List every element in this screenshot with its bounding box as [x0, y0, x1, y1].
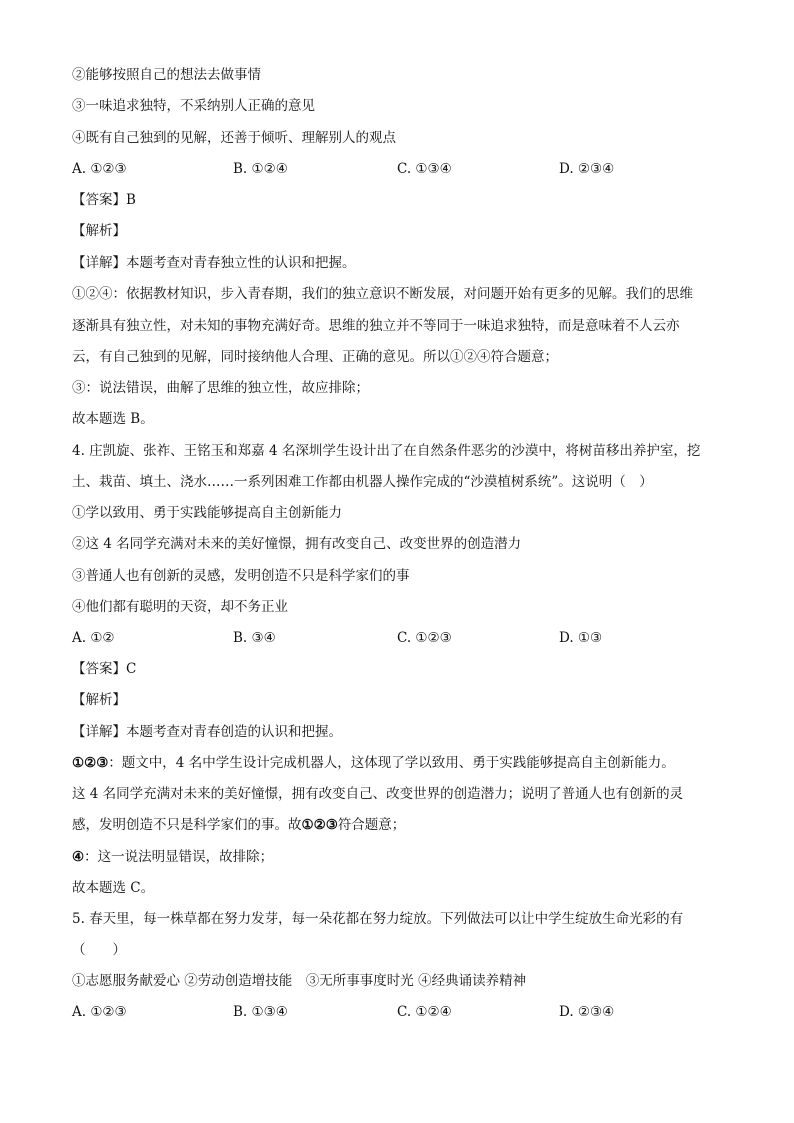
q4-explanation-line-3 [72, 815, 724, 835]
q3-option-c: C. ①③④ [397, 161, 452, 177]
q4-explanation-1-items: ①②③ [72, 755, 109, 771]
q4-explanation-3-post: 符合题意； [337, 817, 406, 833]
q4-option-b: B. ③④ [233, 630, 276, 646]
q3-explanation-line-3: 云，有自己独到的见解，同时接纳他人合理、正确的意见。所以①②④符合题意； [72, 349, 558, 365]
q5-option-a: A. ①②③ [72, 1004, 127, 1020]
q4-explanation-4-text: ：这一说法明显错误，故排除； [84, 849, 274, 865]
q3-explanation-line-1: ①②④：依据教材知识，步入青春期，我们的独立意识不断发展，对问题开始有更多的见解。我们的思维 [72, 286, 693, 302]
q3-explanation-line-4: ③：说法错误，曲解了思维的独立性，故应排除； [72, 380, 369, 396]
q5-stem-line-2: （ ） [72, 942, 126, 958]
q4-conclusion: 故本题选 C。 [72, 880, 155, 896]
q3-detail: 【详解】本题考查对青春独立性的认识和把握。 [72, 255, 356, 271]
q3-option-d: D. ②③④ [559, 161, 615, 177]
q5-options [72, 1002, 724, 1022]
q5-option-d: D. ②③④ [559, 1004, 615, 1020]
q4-explanation-1-text: ：题文中，4 名中学生设计完成机器人，这体现了学以致用、勇于实践能够提高自主创新能力。 [108, 755, 675, 771]
q3-analysis-label: 【解析】 [72, 223, 126, 239]
q3-explanation-line-2: 逐渐具有独立性，对未知的事物充满好奇。思维的独立并不等同于一味追求独特，而是意味着不人云亦 [72, 318, 680, 334]
q3-option-a: A. ①②③ [72, 161, 127, 177]
q4-detail: 【详解】本题考查对青春创造的认识和把握。 [72, 724, 342, 740]
q4-option-d: D. ①③ [559, 630, 603, 646]
q4-item-1: ①学以致用、勇于实践能够提高自主创新能力 [72, 505, 342, 521]
q4-analysis-label: 【解析】 [72, 692, 126, 708]
q3-item-2: ②能够按照自己的想法去做事情 [72, 67, 261, 83]
q5-items: ①志愿服务献爱心 ②劳动创造增技能 ③无所事事度时光 ④经典诵读养精神 [72, 973, 527, 989]
q4-explanation-line-4 [72, 847, 724, 867]
q4-options [72, 628, 724, 648]
q3-option-b: B. ①②④ [233, 161, 288, 177]
q3-options [72, 159, 724, 179]
q3-answer: 【答案】B [72, 192, 136, 208]
q4-stem-line-2: 土、栽苗、填土、浇水……一系列困难工作都由机器人操作完成的“沙漠植树系统”。这说明（ ） [72, 474, 653, 490]
q4-option-a: A. ①② [72, 630, 115, 646]
q4-item-3: ③普通人也有创新的灵感，发明创造不只是科学家们的事 [72, 568, 410, 584]
q4-explanation-3-pre: 感，发明创造不只是科学家们的事。故 [72, 817, 302, 833]
q3-item-4: ④既有自己独到的见解，还善于倾听、理解别人的观点 [72, 130, 396, 146]
q5-option-c: C. ①②④ [397, 1004, 452, 1020]
q5-stem-line-1: 5. 春天里，每一株草都在努力发芽，每一朵花都在努力绽放。下列做法可以让中学生绽放生命光彩的有 [72, 911, 684, 927]
q4-option-c: C. ①②③ [397, 630, 452, 646]
q4-stem-line-1: 4. 庄凯旋、张祚、王铭玉和郑嘉 4 名深圳学生设计出了在自然条件恶劣的沙漠中，将树苗移出养护室，挖 [72, 443, 701, 459]
q4-explanation-4-item: ④ [72, 849, 85, 865]
q4-explanation-line-1 [72, 753, 724, 773]
q4-item-4: ④他们都有聪明的天资，却不务正业 [72, 599, 288, 615]
q4-explanation-line-2: 这 4 名同学充满对未来的美好憧憬，拥有改变自己、改变世界的创造潜力；说明了普通人也有创新的灵 [72, 786, 684, 802]
q3-conclusion: 故本题选 B。 [72, 411, 154, 427]
q3-item-3: ③一味追求独特，不采纳别人正确的意见 [72, 98, 315, 114]
q4-explanation-3-items: ①②③ [301, 817, 338, 833]
q5-option-b: B. ①③④ [233, 1004, 288, 1020]
q4-answer: 【答案】C [72, 661, 137, 677]
q4-item-2: ②这 4 名同学充满对未来的美好憧憬，拥有改变自己、改变世界的创造潜力 [72, 536, 522, 552]
